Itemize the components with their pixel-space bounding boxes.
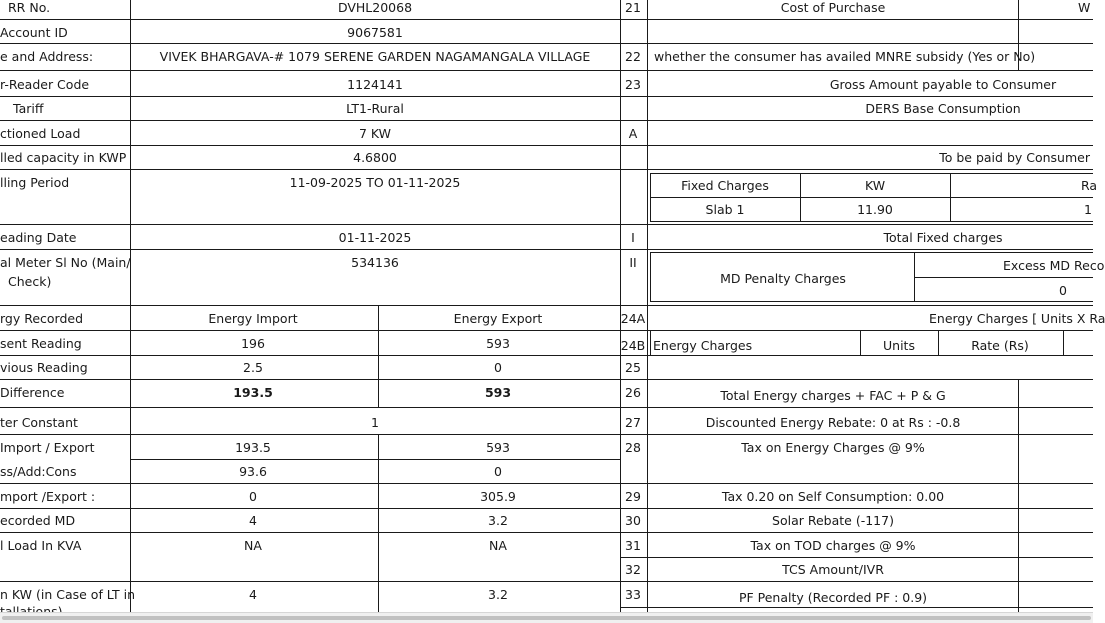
account-id-value: 9067581	[347, 25, 403, 40]
previous-reading-export: 0	[494, 360, 502, 375]
load-kw-import: 4	[249, 587, 257, 602]
meter-sl-no-value: 534136	[351, 255, 399, 270]
total-energy-charges-label: Total Energy charges + FAC + P & G	[720, 388, 946, 403]
net-import-export-import: 0	[249, 489, 257, 504]
kw-header: KW	[864, 178, 886, 193]
difference-export: 593	[484, 385, 512, 400]
discounted-energy-rebate-label: Discounted Energy Rebate: 0 at Rs : -0.8	[705, 415, 961, 430]
fixed-charges-header: Fixed Charges	[681, 178, 769, 193]
meter-reader-code-value: 1124141	[347, 77, 403, 92]
load-kva-export: NA	[489, 538, 507, 553]
rr-no-value: DVHL20068	[337, 0, 413, 15]
net-import-export-label: mport /Export :	[0, 489, 96, 504]
row-number-26: 26	[625, 385, 641, 400]
excess-md-value: 0	[1059, 283, 1067, 298]
row-number-23: 23	[625, 77, 641, 92]
import-export-export: 593	[486, 440, 510, 455]
name-address-label: e and Address:	[0, 49, 94, 64]
load-kva-label: l Load In KVA	[0, 538, 82, 553]
reading-date-value: 01-11-2025	[338, 230, 412, 245]
row-number-27: 27	[625, 415, 641, 430]
slab-1-kw: 11.90	[857, 202, 893, 217]
tariff-value: LT1-Rural	[346, 101, 404, 116]
billing-period-label: lling Period	[0, 175, 70, 190]
units-header: Units	[883, 338, 915, 353]
tax-self-consumption-label: Tax 0.20 on Self Consumption: 0.00	[721, 489, 945, 504]
previous-reading-label: vious Reading	[0, 360, 88, 375]
row-number-28: 28	[625, 440, 641, 455]
ders-base-label: DERS Base Consumption	[865, 101, 1021, 116]
less-add-cons-label: ss/Add:Cons	[0, 464, 77, 479]
cost-of-purchase-label: Cost of Purchase	[780, 0, 886, 15]
meter-sl-no-label-2: Check)	[8, 274, 52, 289]
import-export-import: 193.5	[235, 440, 271, 455]
solar-rebate-label: Solar Rebate (-117)	[772, 513, 894, 528]
row-number-25: 25	[625, 360, 641, 375]
present-reading-export: 593	[486, 336, 510, 351]
billing-period-value: 11-09-2025 TO 01-11-2025	[289, 175, 461, 190]
reading-date-label: eading Date	[0, 230, 77, 245]
energy-recorded-label: rgy Recorded	[0, 311, 84, 326]
row-number-30: 30	[625, 513, 641, 528]
scrollbar-thumb[interactable]	[2, 616, 1091, 620]
installed-capacity-value: 4.6800	[353, 150, 397, 165]
to-be-paid-label: To be paid by Consumer	[939, 150, 1090, 165]
present-reading-import: 196	[241, 336, 265, 351]
row-letter-a: A	[628, 126, 638, 141]
gross-amount-label: Gross Amount payable to Consumer	[829, 77, 1057, 92]
difference-label: Difference	[0, 385, 65, 400]
excess-md-label: Excess MD Reco	[1003, 258, 1105, 273]
row-number-24a: 24A	[620, 311, 646, 326]
sanctioned-load-label: ctioned Load	[0, 126, 81, 141]
load-kw-label-2	[0, 604, 63, 612]
row-number-33: 33	[625, 587, 641, 602]
rr-no-label: RR No.	[8, 0, 51, 15]
meter-sl-no-label: al Meter Sl No (Main/	[0, 255, 131, 270]
row-number-32: 32	[625, 562, 641, 577]
previous-reading-import: 2.5	[243, 360, 263, 375]
recorded-md-export: 3.2	[488, 513, 508, 528]
meter-reader-code-label: r-Reader Code	[0, 77, 90, 92]
energy-charges-label: Energy Charges	[653, 338, 753, 353]
installed-capacity-label: lled capacity in KWP	[0, 150, 127, 165]
tariff-label: Tariff	[13, 101, 44, 116]
recorded-md-import: 4	[249, 513, 257, 528]
slab-1-label: Slab 1	[705, 202, 745, 217]
tax-tod-charges-label: Tax on TOD charges @ 9%	[750, 538, 916, 553]
cost-of-purchase-value: W	[1078, 0, 1091, 15]
recorded-md-label: ecorded MD	[0, 513, 76, 528]
row-number-ii: II	[629, 255, 637, 270]
net-import-export-export: 305.9	[480, 489, 516, 504]
energy-export-header: Energy Export	[453, 311, 543, 326]
md-penalty-label: MD Penalty Charges	[720, 271, 846, 286]
present-reading-label: sent Reading	[0, 336, 82, 351]
row-number-i: I	[631, 230, 635, 245]
account-id-label: Account ID	[0, 25, 68, 40]
sanctioned-load-value: 7 KW	[358, 126, 392, 141]
name-address-value: VIVEK BHARGAVA-# 1079 SERENE GARDEN NAGAMANGALA VILLAGE	[159, 49, 591, 64]
tcs-amount-label: TCS Amount/IVR	[782, 562, 884, 577]
row-number-24b: 24B	[620, 338, 646, 353]
energy-import-header: Energy Import	[208, 311, 298, 326]
row-number-22: 22	[625, 49, 641, 64]
load-kw-export: 3.2	[488, 587, 508, 602]
load-kw-label: n KW (in Case of LT in	[0, 587, 136, 602]
row-number-29: 29	[625, 489, 641, 504]
total-fixed-charges-label: Total Fixed charges	[883, 230, 1003, 245]
slab-1-rate: 1	[1084, 202, 1092, 217]
meter-constant-label: ter Constant	[0, 415, 78, 430]
energy-charges-units-rate-label: Energy Charges [ Units X Ra	[929, 311, 1105, 326]
meter-constant-value: 1	[371, 415, 379, 430]
row-number-21: 21	[625, 0, 641, 15]
difference-import: 193.5	[233, 385, 273, 400]
rate-rs-header: Rate (Rs)	[971, 338, 1029, 353]
rate-header: Ra	[1081, 178, 1098, 193]
mnre-subsidy-label: whether the consumer has availed MNRE subsidy (Yes or No)	[654, 49, 1036, 64]
load-kva-import: NA	[244, 538, 262, 553]
row-number-31: 31	[625, 538, 641, 553]
pf-penalty-label: PF Penalty (Recorded PF : 0.9)	[738, 590, 928, 605]
import-export-label: Import / Export	[0, 440, 95, 455]
less-add-cons-export: 0	[494, 464, 502, 479]
tax-energy-charges-label: Tax on Energy Charges @ 9%	[741, 440, 925, 455]
less-add-cons-import: 93.6	[239, 464, 267, 479]
